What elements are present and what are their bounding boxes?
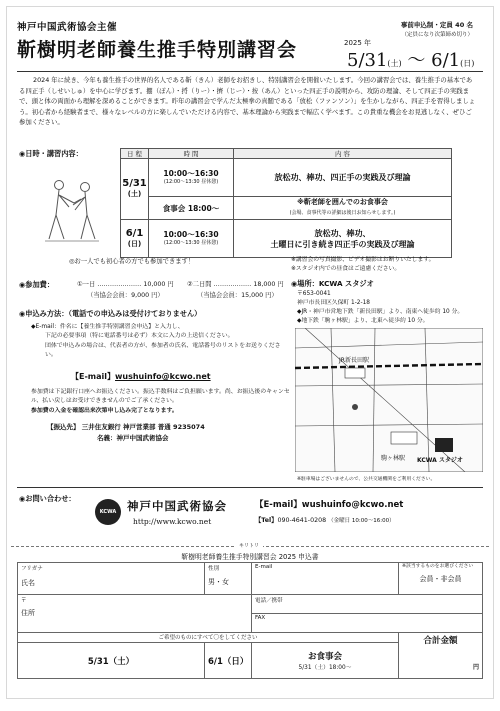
push-hands-illustration [29,177,114,247]
map-station-2: 駒ヶ林駅 [381,455,406,462]
address-field[interactable]: 〒 住所 [18,595,252,633]
capacity-note: 事前申込制・定員 40 名 [400,21,473,29]
contact-heading: ◉お問い合わせ： [19,494,76,503]
map-venue-label: KCWA スタジオ [417,457,463,464]
contact-email-link[interactable]: wushuinfo@kcwo.net [301,500,404,510]
option-day1[interactable]: 5/31（土） [18,643,205,679]
date-start-day: (土) [387,59,402,68]
membership-field[interactable]: ※該当するものをお選びください 会員・非会員 [399,563,483,595]
name-field[interactable]: フリガナ 氏名 [18,563,205,595]
schedule-time-cell: 10:00～16:30 (12:00～13:30 昼休憩) [149,220,234,258]
capacity-subnote: （定員になり次第締め切り） [401,32,473,38]
phone-field[interactable]: 電話／携帯 [252,595,483,614]
table-row [121,159,452,197]
beginner-note: ◎お一人でも初心者の方でも参加できます！ [69,258,195,265]
total-field[interactable]: 合計金額 円 [399,633,483,679]
email-field[interactable]: E-mail [252,563,399,595]
schedule-table [120,148,452,258]
date-end-day: (日) [460,59,475,68]
schedule-time-cell: 食事会 18:00～ [149,197,234,220]
table-row [121,197,452,220]
contact-url[interactable]: http://www.kcwo.net [133,517,212,526]
lunch-note: ※スタジオ内での昼食はご遠慮ください。 [291,266,401,272]
schedule-col-date: 日 程 [121,149,149,159]
fax-field[interactable]: FAX [252,614,483,633]
payment-confirm-note: 参加費の入金を確認出来次第申し込み完了となります。 [31,408,178,414]
venue-heading: ◉場所：KCWA スタジオ [291,279,374,288]
option-day2[interactable]: 6/1（日） [205,643,252,679]
payment-note: 参加費は下記銀行口座へお振込ください。振込手数料はご負担願います。尚、お振込後のキャンセル、払い戻しはお受けできませんのでご了承ください。 [31,389,290,405]
title-divider [17,71,483,72]
fee-one-day: ①一日 ………………… 10,000 円 [77,281,174,288]
schedule-content-cell: 放松功、棒功、 土曜日に引き続き四正手の実践及び理論 [234,220,452,258]
kcwa-logo: KCWA [95,499,121,525]
fee-heading: ◉参加費： [19,280,55,289]
contact-phone: 【Tel】090-4641-0208 （金曜日 10:00～16:00） [255,517,395,524]
fee-one-day-member: （当協会会員：9,000 円） [87,292,164,299]
bank-info: 【振込先】 三井住友銀行 神戸営業部 普通 9235074 [47,423,205,431]
gender-field[interactable]: 性別 男・女 [205,563,252,595]
date-start: 5/31 [347,50,388,71]
fee-two-days: ②二日間 ……………… 18,000 円 [187,281,284,288]
date-end: 6/1 [431,50,461,71]
schedule-time-cell: 10:00～16:30 (12:00～13:30 昼休憩) [149,159,234,197]
contact-org-name: 神戸中国武術協会 [127,499,227,513]
map-station-1: JR新長田駅 [339,357,369,364]
apply-email: 【E-mail】wushuinfo@kcwo.net [71,372,211,381]
schedule-content-cell: ※靳老師を囲んでのお食事会 (会場、食事代等の詳細は後日お知らせします。) [234,197,452,220]
schedule-date-cell: 5/31 (土) [121,159,149,220]
schedule-col-content: 内 容 [234,149,452,159]
parking-note: ※駐車場はございませんので、公共交通機関をご利用ください。 [297,477,436,482]
schedule-content-cell: 放松功、棒功、四正手の実践及び理論 [234,159,452,197]
table-row [121,220,452,258]
photo-note: ※講習会の写真撮影、ビデオ撮影はお断りいたします。 [291,257,435,263]
form-title: 靳樹明老師養生推手特別講習会 2025 申込書 [181,553,319,561]
date-separator: ～ [407,50,426,71]
option-dinner[interactable]: お食事会 5/31（土）18:00～ [252,643,399,679]
fee-two-days-member: （当協会会員：15,000 円） [197,292,278,299]
page-title: 靳樹明老師養生推手特別講習会 [17,39,298,61]
options-hint: ご希望のものにすべて〇をしてください [18,633,399,643]
bank-account-name: 名義：神戸中国武術協会 [97,434,169,442]
cut-label: キリトリ [235,542,263,549]
apply-email-link[interactable]: wushuinfo@kcwo.net [115,372,211,381]
application-form [17,562,483,679]
event-year: 2025 年 [344,39,372,47]
event-dates [347,46,474,72]
intro-text: 2024 年に続き、今年も養生推手の世界的名人である靳（きん）老師をお招きし、特別講習会を開催いたします。今回の講習会では、養生推手の基本である四正手（しせいしゅ）を中心に学びます。掤（ぽん）・捋（りー）・擠（じー）・按（あん）といった四正手の説明から、攻防の理論、そして四正手の実践まで、頭と体の両面から理解を深めることができます。昨年の講習会で学んだ太極拳の真髄である「放松（ファンソン）」を生かしながら、四正手を習得しましょう。初心者から経験者まで、様々なレベルの方に楽しんでいただける内容で、基本理論から実践まで幅広く学べます。この貴重な機会をお見逃しなく、ぜひご参加ください。 [19,76,476,127]
organizer: 神戸中国武術協会主催 [17,22,118,33]
apply-heading: ◉申込み方法：（電話での申込みは受付けておりません） [19,309,202,318]
apply-instructions: ◆E-mail：件名に【養生推手特別講習会申込】と入力し、 下記の必要事項（特に電話番号は必ず）本文に入力の上送信ください。 団体で申込みの場合は、代表者の方が、参加者の氏名、電話番号のリストをお送りください。 [31,324,281,358]
contact-divider [17,487,483,488]
contact-email: 【E-mail】wushuinfo@kcwo.net [255,500,404,510]
schedule-heading: ◉日時・講習内容： [19,149,83,158]
schedule-col-time: 時 間 [149,149,234,159]
schedule-date-cell: 6/1 (日) [121,220,149,258]
venue-address: 〒653-0041 神戸市長田区久保町 1-2-18 ◆JR・神戸市営地下鉄「新長田駅」より、南東へ徒歩約 10 分。 ◆地下鉄「駒ヶ林駅」より、北東へ徒歩約 10 分。 [297,291,464,324]
flyer-page [6,6,494,699]
venue-map [295,328,483,472]
